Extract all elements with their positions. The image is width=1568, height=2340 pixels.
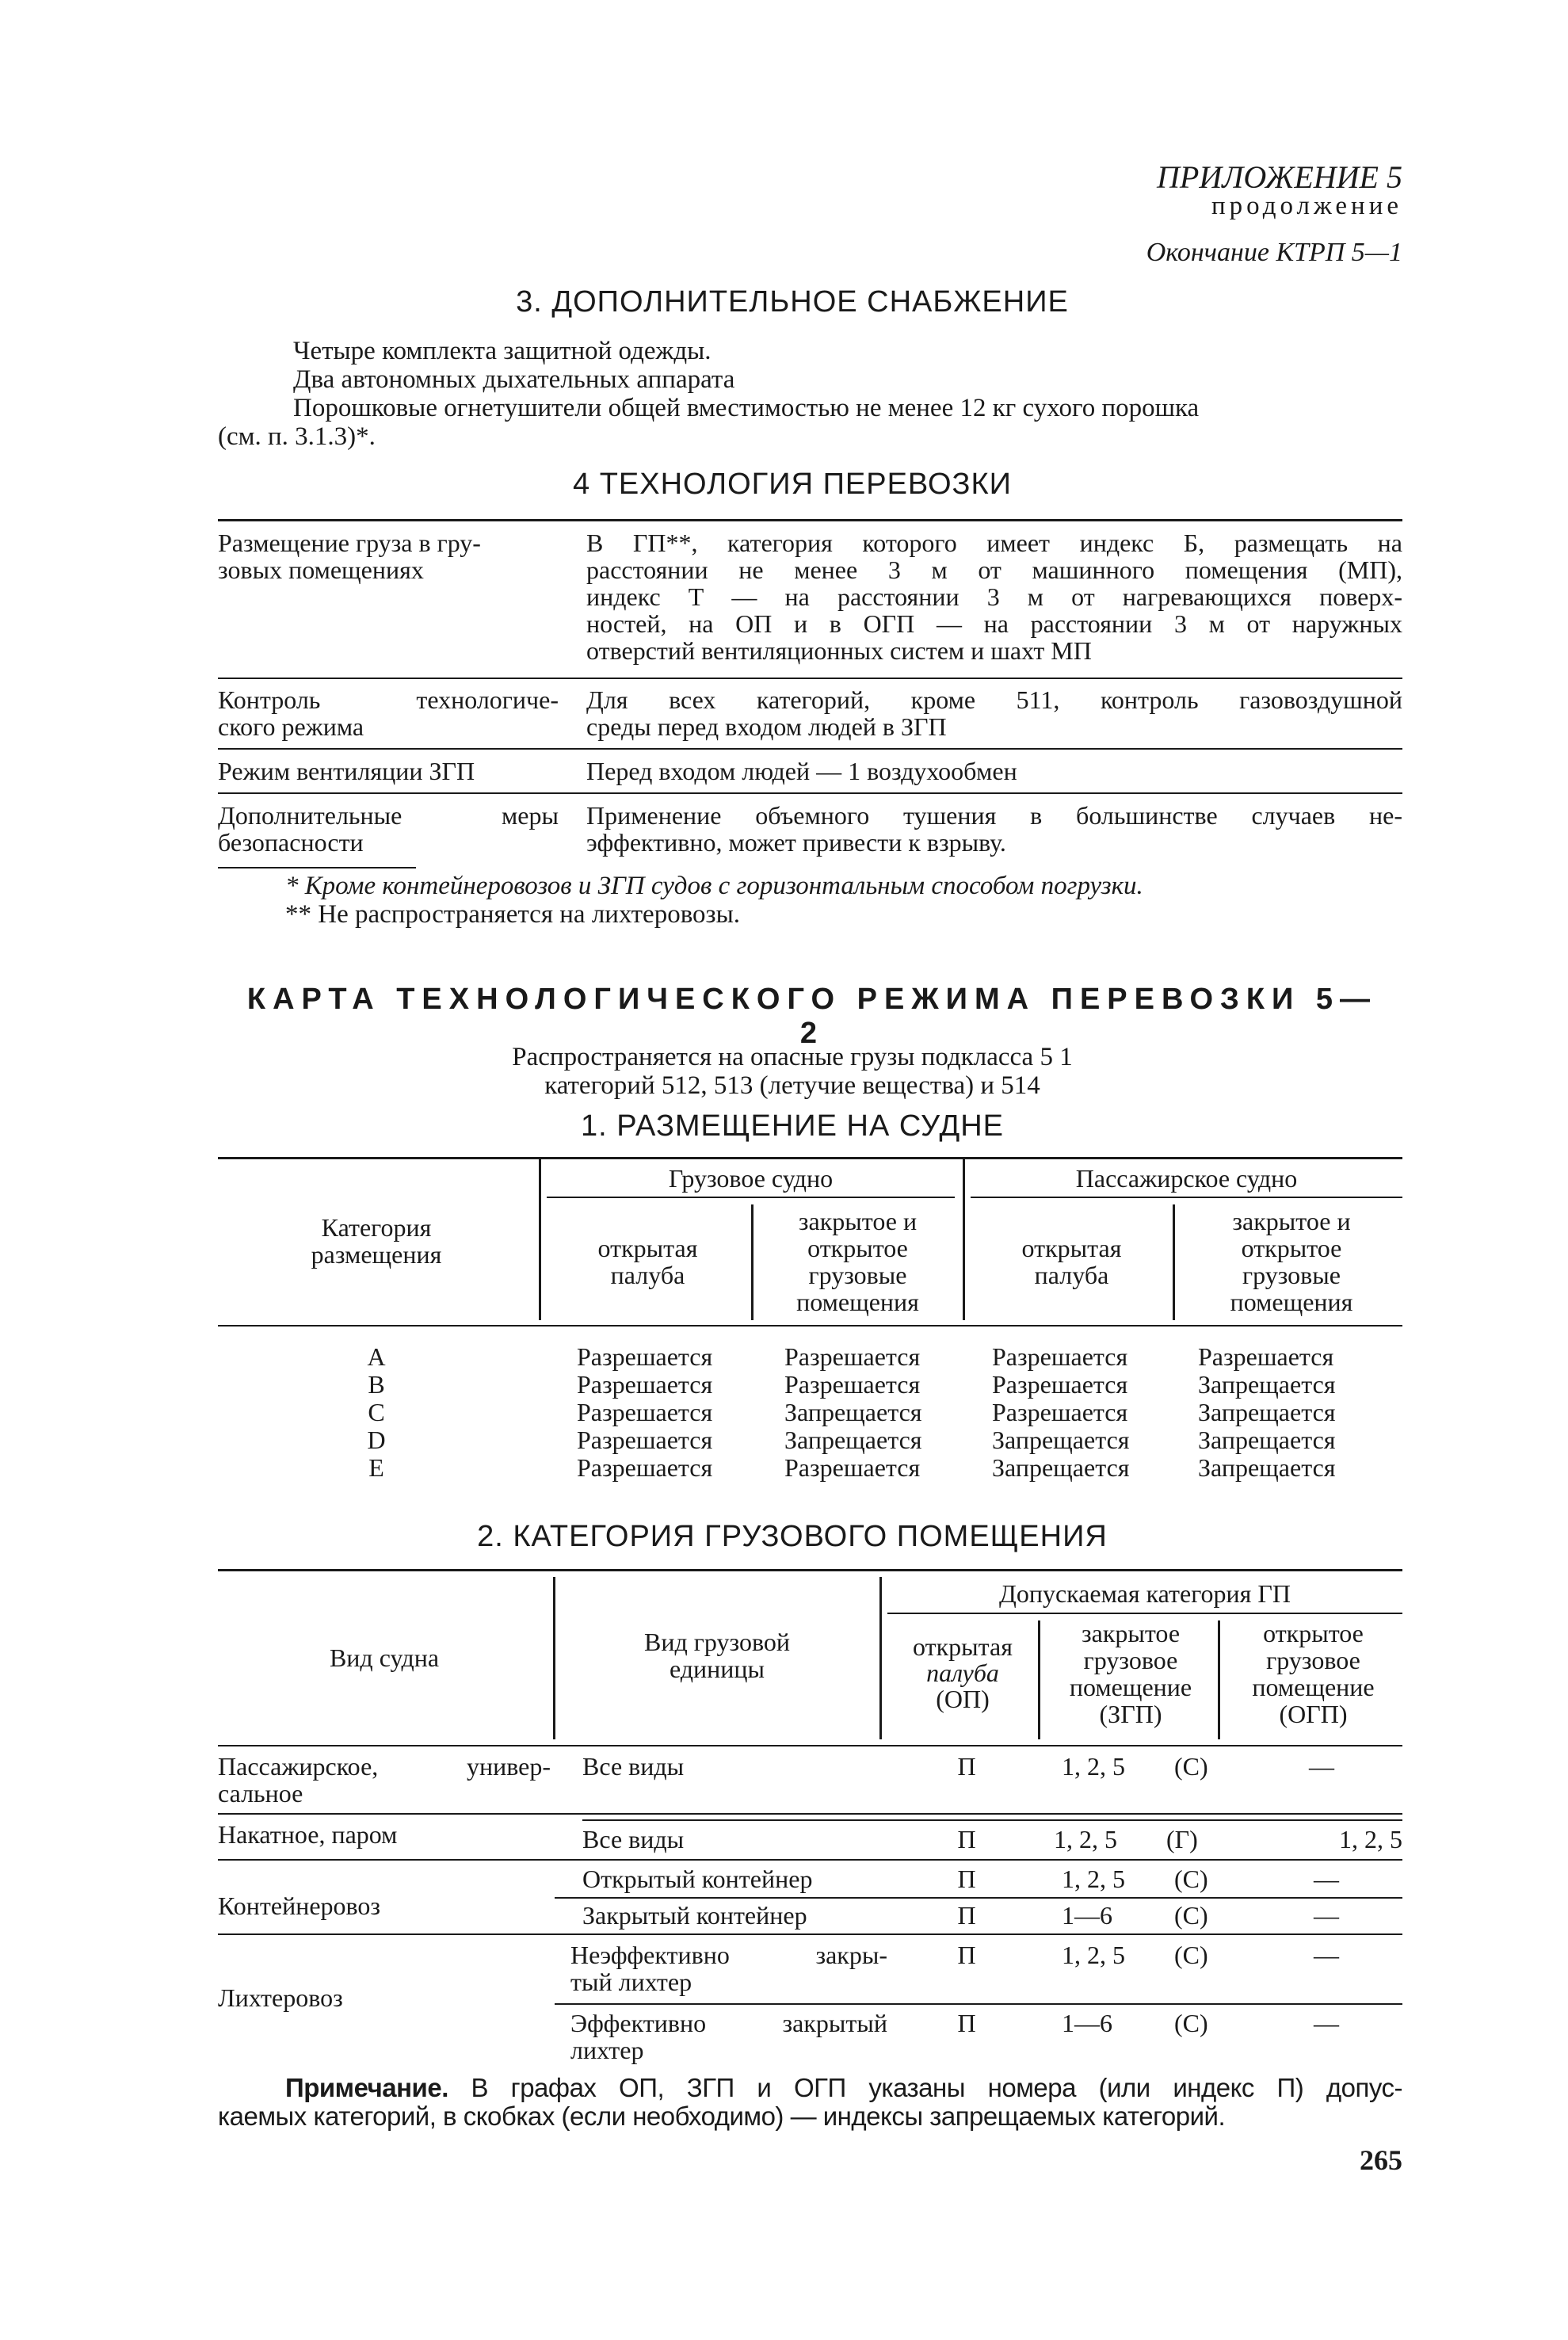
header-line: единицы xyxy=(669,1655,765,1683)
unit-type-cell: Открытый контейнер xyxy=(582,1865,813,1893)
page-number: 265 xyxy=(1360,2144,1402,2176)
col-divider xyxy=(963,1157,965,1320)
tech-row-value: Перед входом людей — 1 воздухообмен xyxy=(586,757,1017,785)
table-cell: Запрещается xyxy=(992,1426,1130,1454)
ship-type-cell: Контейнеровоз xyxy=(218,1891,381,1920)
table-cell: Запрещается xyxy=(1198,1426,1336,1454)
header-line: закрытое xyxy=(1081,1619,1181,1647)
header-line: помещения xyxy=(796,1288,919,1316)
cell-line: тый лихтер xyxy=(570,1968,692,1996)
op-header xyxy=(887,1634,1038,1712)
ogp-header xyxy=(1224,1620,1402,1727)
header-line: грузовое xyxy=(1083,1646,1178,1674)
passenger-ship-header: Пассажирское судно xyxy=(1075,1164,1298,1193)
cell-line: среды перед входом людей в ЗГП xyxy=(586,712,947,741)
zgp-forbidden-cell: (С) xyxy=(1174,2009,1208,2037)
unit-type-header xyxy=(559,1628,876,1682)
tech-row-value xyxy=(586,802,1402,856)
ogp-cell: — xyxy=(1314,1865,1339,1893)
footnote-rule xyxy=(218,867,416,868)
table-rule xyxy=(218,1745,1402,1746)
section3-line: Четыре комплекта защитной одежды. xyxy=(293,337,712,365)
header-line: (ОГП) xyxy=(1279,1700,1348,1728)
tech-row-value xyxy=(586,686,1402,740)
unit-type-cell xyxy=(570,1941,887,1995)
table-cell: Разрешается xyxy=(1198,1342,1334,1371)
cell-line: расстоянии не менее 3 м от машинного помещения (МП), xyxy=(586,555,1402,584)
table-cell: Разрешается xyxy=(577,1342,713,1371)
row-rule xyxy=(218,748,1402,750)
header-line: размещения xyxy=(311,1240,442,1269)
header-line: (ОП) xyxy=(936,1685,990,1713)
ogp-cell: 1, 2, 5 xyxy=(1339,1825,1402,1853)
table-cell: E xyxy=(368,1453,384,1482)
col-divider xyxy=(1038,1620,1040,1739)
cell-line: Неэффективно закры- xyxy=(570,1941,887,1969)
header-line: палуба xyxy=(926,1659,999,1687)
table-note xyxy=(285,2074,1402,2102)
section4-title: 4 ТЕХНОЛОГИЯ ПЕРЕВОЗКИ xyxy=(573,468,1012,501)
table-cell: Запрещается xyxy=(1198,1398,1336,1426)
header-line: (ЗГП) xyxy=(1099,1700,1162,1728)
section3-line: (см. п. 3.1.3)*. xyxy=(218,422,376,451)
unit-type-cell: Закрытый контейнер xyxy=(582,1901,807,1930)
continuation-label: продолжение xyxy=(1211,192,1402,220)
header-line: грузовые xyxy=(1242,1261,1341,1289)
table-cell: Разрешается xyxy=(784,1453,921,1482)
header-line: Вид грузовой xyxy=(644,1628,790,1656)
footnote: ** Не распространяется на лихтеровозы. xyxy=(285,900,741,929)
row-rule xyxy=(582,1819,1402,1821)
cell-line: ского режима xyxy=(218,712,364,741)
table-cell: Запрещается xyxy=(992,1453,1130,1482)
header-line: открытое xyxy=(1263,1619,1364,1647)
table-cell: Разрешается xyxy=(577,1370,713,1399)
table-cell: Разрешается xyxy=(577,1453,713,1482)
note-label: Примечание. xyxy=(285,2073,448,2102)
header-line: открытая xyxy=(1021,1234,1122,1262)
op-cell: П xyxy=(957,2009,976,2037)
col-divider xyxy=(553,1577,555,1739)
zgp-header xyxy=(1044,1620,1217,1727)
header-line: грузовые xyxy=(808,1261,907,1289)
zgp-forbidden-cell: (С) xyxy=(1174,1865,1208,1893)
cell-line: безопасности xyxy=(218,828,364,857)
header-line: открытая xyxy=(597,1234,698,1262)
subhead-rule xyxy=(547,1197,955,1198)
cell-line: Размещение груза в гру- xyxy=(218,529,481,557)
zgp-cell: 1, 2, 5 xyxy=(1062,1865,1125,1893)
header-line: грузовое xyxy=(1266,1646,1360,1674)
open-deck-header xyxy=(971,1235,1173,1288)
table-cell: C xyxy=(368,1398,385,1426)
card-title: КАРТА ТЕХНОЛОГИЧЕСКОГО РЕЖИМА ПЕРЕВОЗКИ 5—2 xyxy=(246,983,1378,1050)
cargo-closed-column xyxy=(784,1343,967,1482)
footnote: * Кроме контейнеровозов и ЗГП судов с горизонтальным способом погрузки. xyxy=(285,872,1143,900)
closed-open-header xyxy=(757,1208,959,1315)
table-rule xyxy=(218,1569,1402,1571)
row-rule xyxy=(555,1897,1402,1899)
hold-title: 2. КАТЕГОРИЯ ГРУЗОВОГО ПОМЕЩЕНИЯ xyxy=(477,1520,1108,1553)
table-cell: Разрешается xyxy=(577,1426,713,1454)
scope-line: категорий 512, 513 (летучие вещества) и 514 xyxy=(544,1071,1040,1100)
tech-row-label xyxy=(218,686,559,740)
ogp-cell: — xyxy=(1309,1752,1334,1781)
card-ending-label: Окончание КТРП 5—1 xyxy=(1146,238,1402,267)
cell-line: сальное xyxy=(218,1779,303,1807)
cell-line: зовых помещениях xyxy=(218,555,424,584)
subhead-rule xyxy=(971,1197,1402,1198)
table-cell: Разрешается xyxy=(784,1370,921,1399)
ship-type-cell: Накатное, паром xyxy=(218,1820,398,1849)
zgp-cell: 1, 2, 5 xyxy=(1054,1825,1117,1853)
passenger-open-column xyxy=(992,1343,1174,1482)
table-cell: D xyxy=(367,1426,386,1454)
category-column xyxy=(218,1343,535,1482)
section3-line: Порошковые огнетушители общей вместимостью не менее 12 кг сухого порошка xyxy=(293,394,1200,422)
unit-type-cell xyxy=(570,2010,887,2063)
table-cell: Разрешается xyxy=(992,1398,1128,1426)
unit-type-cell: Все виды xyxy=(582,1825,685,1853)
col-divider xyxy=(1218,1620,1220,1739)
passenger-closed-column xyxy=(1198,1343,1396,1482)
open-deck-header xyxy=(547,1235,749,1288)
ship-type-cell xyxy=(218,1753,551,1807)
table-rule xyxy=(218,1325,1402,1327)
zgp-forbidden-cell: (Г) xyxy=(1166,1825,1198,1853)
row-rule xyxy=(218,1813,1402,1815)
cell-line: индекс Т — на расстоянии 3 м от нагревающихся поверх- xyxy=(586,582,1402,611)
section3-lines xyxy=(293,337,1402,422)
col-divider xyxy=(751,1204,753,1320)
row-rule xyxy=(218,792,1402,794)
row-rule xyxy=(218,678,1402,679)
table-cell: Разрешается xyxy=(992,1342,1128,1371)
col-divider xyxy=(539,1157,541,1320)
appendix-title: ПРИЛОЖЕНИЕ 5 xyxy=(1157,159,1402,195)
tech-row-value xyxy=(586,529,1402,664)
col-divider xyxy=(1173,1204,1175,1320)
header-line: закрытое и xyxy=(798,1207,918,1235)
row-rule xyxy=(218,1859,1402,1861)
row-rule xyxy=(555,2003,1402,2005)
zgp-cell: 1—6 xyxy=(1062,2009,1112,2037)
col-category-header xyxy=(218,1214,535,1268)
table-cell: Разрешается xyxy=(577,1398,713,1426)
zgp-cell: 1, 2, 5 xyxy=(1062,1752,1125,1781)
zgp-forbidden-cell: (С) xyxy=(1174,1901,1208,1930)
op-cell: П xyxy=(957,1752,976,1781)
table-cell: Запрещается xyxy=(1198,1453,1336,1482)
cell-line: лихтер xyxy=(570,2036,644,2064)
header-line: помещение xyxy=(1252,1673,1375,1701)
scope-line: Распространяется на опасные грузы подкласса 5 1 xyxy=(512,1043,1073,1071)
card-scope xyxy=(317,1043,1268,1100)
row-rule xyxy=(218,1933,1402,1935)
table-cell: Запрещается xyxy=(1198,1370,1336,1399)
table-cell: A xyxy=(367,1342,386,1371)
cell-line: В ГП**, категория которого имеет индекс Б, размещать на xyxy=(586,529,1402,557)
header-line: палуба xyxy=(610,1261,685,1289)
cell-line: Дополнительные меры xyxy=(218,801,559,830)
cell-line: Для всех категорий, кроме 511, контроль газовоздушной xyxy=(586,685,1402,714)
cell-line: Применение объемного тушения в большинстве случаев не- xyxy=(586,801,1402,830)
cell-line: Контроль технологиче- xyxy=(218,685,559,714)
cell-line: эффективно, может привести к взрыву. xyxy=(586,828,1006,857)
zgp-cell: 1—6 xyxy=(1062,1901,1112,1930)
ship-type-cell: Лихтеровоз xyxy=(218,1983,343,2012)
unit-type-cell: Все виды xyxy=(582,1752,685,1781)
header-line: помещение xyxy=(1069,1673,1192,1701)
tech-row-label xyxy=(218,802,559,856)
header-line: Категория xyxy=(321,1213,432,1242)
zgp-forbidden-cell: (С) xyxy=(1174,1752,1208,1781)
table-cell: B xyxy=(368,1370,385,1399)
header-line: открытая xyxy=(913,1632,1013,1661)
table-cell: Запрещается xyxy=(784,1398,922,1426)
table-cell: Запрещается xyxy=(784,1426,922,1454)
tech-row-label: Режим вентиляции ЗГП xyxy=(218,757,475,785)
cell-line: отверстий вентиляционных систем и шахт МП xyxy=(586,636,1092,665)
col-divider xyxy=(879,1577,882,1739)
closed-open-header xyxy=(1181,1208,1402,1315)
placement-title: 1. РАЗМЕЩЕНИЕ НА СУДНЕ xyxy=(580,1109,1005,1143)
table-rule xyxy=(218,1157,1402,1159)
header-line: открытое xyxy=(1241,1234,1342,1262)
section3-line: Два автономных дыхательных аппарата xyxy=(293,365,735,394)
section3-title: 3. ДОПОЛНИТЕЛЬНОЕ СНАБЖЕНИЕ xyxy=(516,285,1069,319)
op-cell: П xyxy=(957,1825,976,1853)
header-line: закрытое и xyxy=(1232,1207,1351,1235)
cell-line: Пассажирское, универ- xyxy=(218,1752,551,1781)
header-line: палуба xyxy=(1034,1261,1109,1289)
zgp-forbidden-cell: (С) xyxy=(1174,1941,1208,1969)
cargo-open-column xyxy=(577,1343,759,1482)
cell-line: ностей, на ОП и в ОГП — на расстоянии 3 м от наружных xyxy=(586,609,1402,638)
allowed-category-header: Допускаемая категория ГП xyxy=(999,1579,1291,1608)
note-line: каемых категорий, в скобках (если необходимо) — индексы запрещаемых категорий. xyxy=(218,2101,1226,2131)
zgp-cell: 1, 2, 5 xyxy=(1062,1941,1125,1969)
cell-line: Эффективно закрытый xyxy=(570,2009,887,2037)
table-rule xyxy=(218,519,1402,521)
cargo-ship-header: Грузовое судно xyxy=(668,1164,834,1193)
note-line: В графах ОП, ЗГП и ОГП указаны номера (или индекс П) допус- xyxy=(471,2073,1403,2102)
op-cell: П xyxy=(957,1941,976,1969)
ogp-cell: — xyxy=(1314,1941,1339,1969)
op-cell: П xyxy=(957,1865,976,1893)
table-cell: Разрешается xyxy=(992,1370,1128,1399)
header-line: помещения xyxy=(1230,1288,1353,1316)
table-cell: Разрешается xyxy=(784,1342,921,1371)
header-line: открытое xyxy=(807,1234,908,1262)
ship-type-header: Вид судна xyxy=(329,1643,440,1672)
ogp-cell: — xyxy=(1314,2009,1339,2037)
tech-row-label xyxy=(218,529,559,583)
ogp-cell: — xyxy=(1314,1901,1339,1930)
subhead-rule xyxy=(887,1613,1402,1614)
op-cell: П xyxy=(957,1901,976,1930)
